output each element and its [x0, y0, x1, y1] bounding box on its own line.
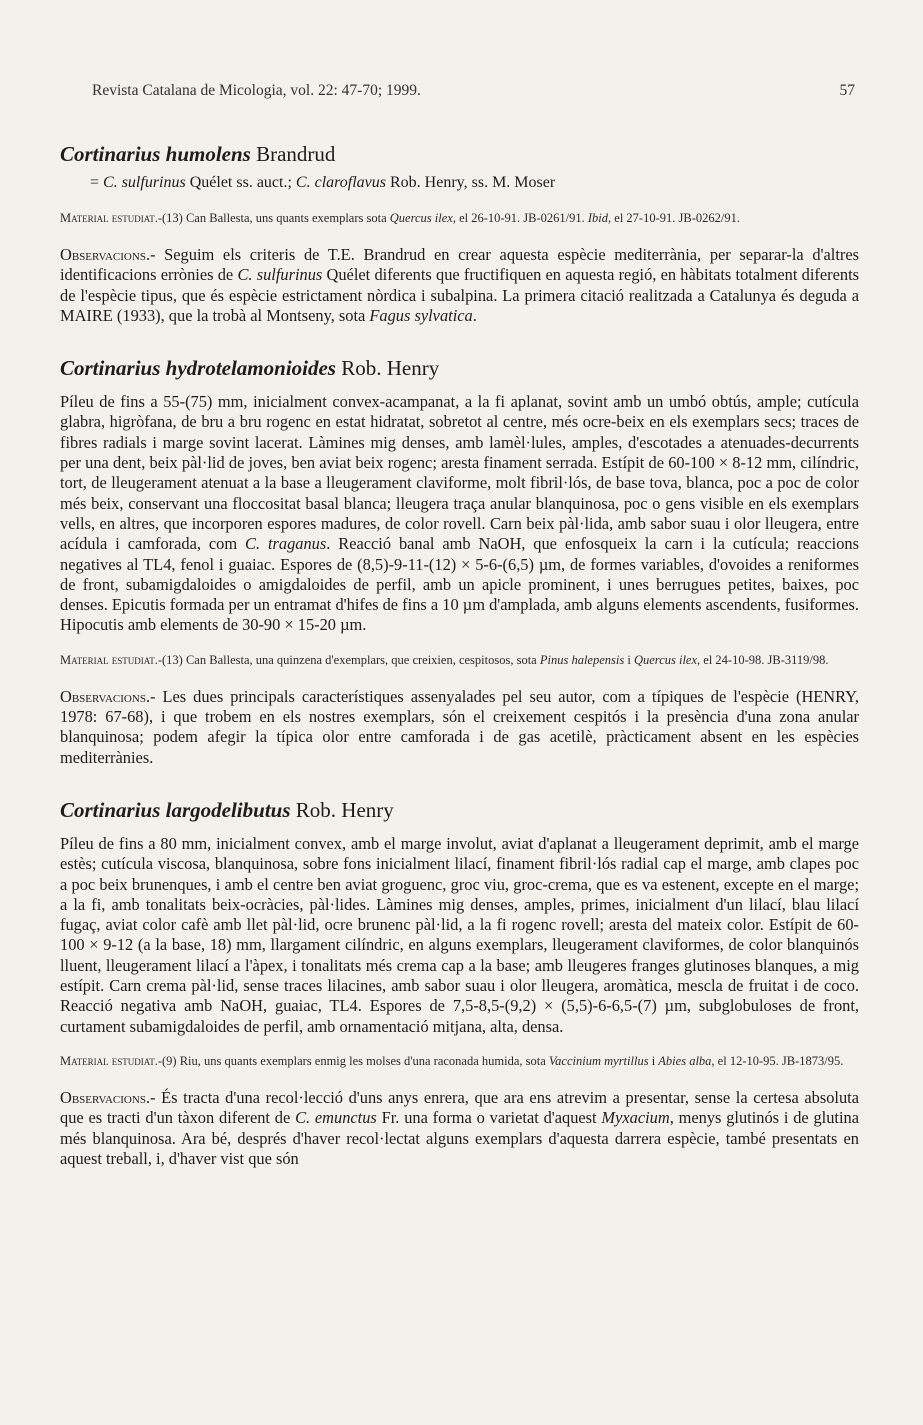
- page-number: 57: [839, 82, 855, 99]
- ibid-text: Ibid: [587, 211, 609, 225]
- species-title: [60, 354, 859, 382]
- species-binomial: [60, 798, 291, 822]
- genus-name: Cortinarius: [60, 142, 161, 166]
- host-taxon: Quercus ilex: [633, 652, 698, 667]
- material-text: , el 26-10-91. JB-0261/91.: [452, 211, 588, 225]
- observations-label: Observacions: [60, 686, 146, 706]
- synonym-text: Quélet ss. auct.;: [185, 174, 296, 191]
- species-description: Píleu de fins a 80 mm, inicialment convex, amb el marge involut, aviat d'aplanat a lleugerament deprimit, amb el marge estès; cutícula viscosa, blanquinosa, sobre fons inicialment lilací, finament fibril·lós radial cap el marge, amb clapes poc a poc beix brunenques, i amb el centre ben aviat groguenc, groc viu, groc-crema, que es va estenent, excepte en el marge; a la fi, amb tonalitats beix-ocràcies, pàl·lides. Làmines mig denses, amples, primes, inicialment d'un lilací, blau lilací fugaç, aviat color cafè amb llet pàl·lid, ocre brunenc pàl·lid, a la fi rogenc rovell; aresta del mateix color. Estípit de 60-100 × 9-12 (a la base, 18) mm, llargament cilíndric, en alguns exemplars, lleugerament claviformes, de color blanquinós lluent, lleugerament lilací a l'àpex, i tonalitats més crema cap a la base; amb lleugeres franges glutinoses blanques, a mig estípit. Carn crema pàl·lid, sense traces lilacines, amb sabor suau i olor lleugera, aromàtica, mescla de fruitat i de coco. Reacció negativa amb NaOH, guaiac, TL4. Espores de 7,5-8,5-(9,2) × (5,5)-6-6,5-(7) µm, subglobuloses de front, curtament subamigdaloides de perfil, amb ornamentació mitjana, alta, densa.: [60, 833, 859, 1036]
- species-epithet: hydrotelamonioides: [165, 356, 336, 381]
- material-studied: [60, 1053, 859, 1070]
- observations-label: Observacions: [60, 245, 146, 264]
- species-section-hydrotelamonioides: [60, 354, 859, 768]
- description-text: . Reacció banal amb NaOH, que enfosqueix la carn i la cutícula; reaccions negatives al TL4, fenol i guaiac. Espores de (8,5)-9-11-(12) × 5-6-(6,5) µm, de formes variables, d'ovoides a reniformes de front, subamigdaloides o amigdaloides de perfil, amb un apicle prominent, i unes berrugues petites, baixes, poc denses. Epicutis formada per un entramat d'hifes de fins a 10 µm d'amplada, amb alguns elements ascendents, fusiformes. Hipocutis amb elements de 30-90 × 15-20 µm.: [60, 534, 859, 635]
- observations-label: Observacions: [60, 1087, 146, 1107]
- genus-name: Cortinarius: [60, 797, 161, 822]
- observations-text: , menys glutinós i de glutina més blanquinosa. Ara bé, després d'haver recol·lectat alguns exemplars d'aquesta darrera espècie, també presentats en aquest treball, i, d'haver vist que són: [60, 1108, 860, 1168]
- species-section-largodelibutus: [60, 796, 859, 1169]
- material-label: Material estudiat: [60, 652, 155, 667]
- observations-text: .- Seguim els criteris de T.E. Brandrud en crear aquesta espècie mediterrània, per separar-la d'altres identificacions errònies de: [60, 245, 859, 285]
- species-author: Brandrud: [256, 142, 336, 166]
- host-taxon: Abies alba: [658, 1053, 712, 1068]
- species-author: Rob. Henry: [341, 356, 440, 381]
- host-taxon: Pinus halepensis: [539, 652, 625, 667]
- material-text: , el 24-10-98. JB-3119/98.: [697, 652, 829, 667]
- material-studied: [60, 210, 859, 227]
- host-taxon: Quercus ilex: [389, 211, 453, 225]
- species-title: [60, 796, 859, 824]
- material-text: , el 27-10-91. JB-0262/91.: [608, 211, 740, 225]
- material-text: .-(9) Riu, uns quants exemplars enmig les molses d'una raconada humida, sota: [154, 1053, 549, 1068]
- material-text: , el 12-10-95. JB-1873/95.: [711, 1053, 844, 1068]
- material-studied: [60, 652, 859, 669]
- species-author: Rob. Henry: [295, 797, 394, 822]
- observations: [60, 1088, 859, 1169]
- material-label: Material estudiat: [60, 1053, 155, 1068]
- species-description: [60, 392, 859, 636]
- species-epithet: humolens: [165, 142, 251, 166]
- material-label: Material estudiat: [60, 211, 155, 225]
- material-text: i: [624, 652, 634, 667]
- running-header: [92, 82, 855, 100]
- material-text: .-(13) Can Ballesta, una quinzena d'exemplars, que creixien, cespitosos, sota: [154, 652, 540, 667]
- synonym-text: =: [90, 174, 104, 191]
- taxon-name: Fagus sylvatica: [369, 305, 473, 325]
- observations-text: Fr. una forma o varietat d'aquest: [376, 1108, 602, 1128]
- material-text: .-(13) Can Ballesta, uns quants exemplars sota: [154, 211, 390, 225]
- material-text: i: [648, 1053, 659, 1068]
- taxon-name: C. emunctus: [295, 1108, 377, 1128]
- observations-text: .: [472, 305, 477, 325]
- taxon-name: Myxacium: [601, 1108, 670, 1128]
- species-binomial: [60, 142, 251, 166]
- species-binomial: [60, 356, 336, 380]
- observations: [60, 245, 859, 326]
- observations-text: .- És tracta d'una recol·lecció d'uns anys enrera, que ara ens atrevim a presentar, sense la certesa absoluta que es tracti d'un tàxon diferent de: [60, 1087, 859, 1128]
- observations-text: .- Les dues principals característiques assenyalades pel seu autor, com a típiques de l'espècie (HENRY, 1978: 67-68), i que trobem en els nostres exemplars, són el creixement cespitós i la presència d'una zona anular blanquinosa; podem afegir la típica olor entre camforada i de gas acetilè, pràcticament absent en les espècies mediterrànies.: [60, 686, 859, 767]
- observations: [60, 687, 859, 768]
- synonymy: [90, 172, 859, 194]
- journal-citation: Revista Catalana de Micologia, vol. 22: 47-70; 1999.: [92, 82, 421, 99]
- host-taxon: Vaccinium myrtillus: [548, 1053, 649, 1068]
- observations-text: Quélet diferents que fructifiquen en aquesta regió, en hàbitats totalment diferents de l'espècie tipus, que és espècie estrictament nòrdica i subalpina. La primera citació realitzada a Catalunya és deguda a MAIRE (1933), que la trobà al Montseny, sota: [60, 265, 859, 325]
- article-body: [60, 140, 859, 1169]
- synonym-text: Rob. Henry, ss. M. Moser: [386, 174, 556, 191]
- taxon-name: C. sulfurinus: [237, 265, 323, 285]
- genus-name: Cortinarius: [60, 356, 161, 381]
- species-title: [60, 140, 859, 168]
- taxon-name: C. traganus: [245, 534, 327, 554]
- species-epithet: largodelibutus: [165, 797, 291, 822]
- synonym-taxon: C. claroflavus: [295, 174, 386, 191]
- synonym-taxon: C. sulfurinus: [103, 174, 186, 191]
- description-text: Píleu de fins a 55-(75) mm, inicialment convex-acampanat, a la fi aplanat, sovint amb un umbó obtús, ample; cutícula glabra, higròfana, de bru a bru rogenc en estat hidratat, sobretot al centre, més ocre-beix en els exemplars secs; traces de fibres radials i marge sovint lacerat. Làmines mig denses, amb lamèl·lules, amples, d'escotades a atenuades-decurrents per una dent, beix pàl·lid de joves, ben aviat beix rogenc; aresta finament serrada. Estípit de 60-100 × 8-12 mm, cilíndric, tort, de lleugerament atenuat a la base a lleugerament claviforme, molt fibril·lós, de base tova, blanca, poc a poc de color més beix, conservant una floccositat basal blanca; lleugera traça anular blanquinosa, poc o gens visible en els exemplars vells, en altres, que incorporen espores madures, de color rovell. Carn beix pàl·lida, amb sabor suau i olor lleugera, entre acídula i camforada, com: [60, 392, 859, 554]
- species-section-humolens: [60, 140, 859, 326]
